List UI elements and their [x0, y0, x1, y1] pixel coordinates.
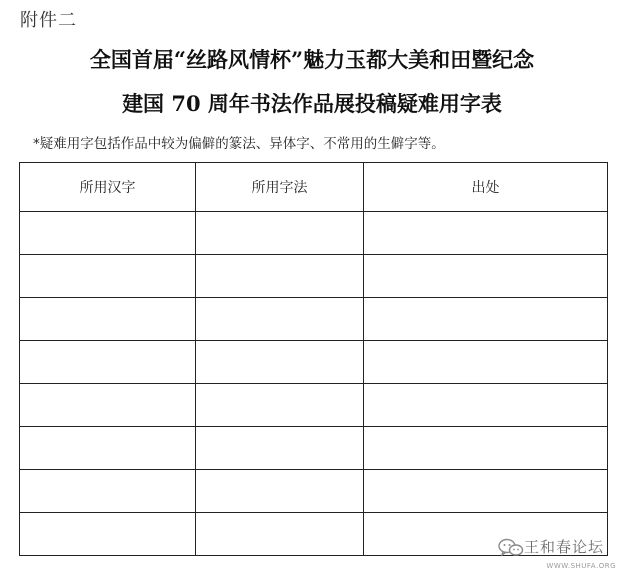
table-cell[interactable] [364, 212, 608, 255]
table-cell[interactable] [196, 212, 364, 255]
table-row [20, 384, 608, 427]
table-cell[interactable] [364, 470, 608, 513]
table-cell[interactable] [20, 513, 196, 556]
table-cell[interactable] [364, 341, 608, 384]
table-row [20, 470, 608, 513]
watermark-url: WWW.SHUFA.ORG [546, 562, 616, 570]
wechat-icon [498, 538, 524, 558]
table-cell[interactable] [364, 384, 608, 427]
table-cell[interactable] [196, 298, 364, 341]
table-cell[interactable] [196, 513, 364, 556]
attachment-label: 附件二 [20, 10, 77, 31]
table-cell[interactable] [196, 255, 364, 298]
table-cell[interactable] [20, 427, 196, 470]
header-character-used: 所用汉字 [20, 163, 196, 212]
table-row [20, 341, 608, 384]
watermark-brand: 王和春论坛 [524, 538, 605, 556]
footnote-text: *疑难用字包括作品中较为偏僻的篆法、异体字、不常用的生僻字等。 [33, 136, 445, 152]
table-cell[interactable] [196, 470, 364, 513]
table-cell[interactable] [196, 341, 364, 384]
watermark [498, 536, 618, 570]
table-cell[interactable] [20, 384, 196, 427]
table-cell[interactable] [364, 427, 608, 470]
table-cell[interactable] [196, 427, 364, 470]
table-row [20, 427, 608, 470]
table-row [20, 255, 608, 298]
document-title-line-2: 建国 70 周年书法作品展投稿疑难用字表 [122, 91, 502, 116]
table-cell[interactable] [20, 298, 196, 341]
table-row [20, 298, 608, 341]
table-row [20, 212, 608, 255]
table-cell[interactable] [20, 341, 196, 384]
table-cell[interactable] [20, 212, 196, 255]
difficult-characters-table [19, 162, 608, 556]
table-cell[interactable] [364, 255, 608, 298]
table-cell[interactable] [364, 298, 608, 341]
table-cell[interactable] [20, 470, 196, 513]
header-writing-form: 所用字法 [196, 163, 364, 212]
header-source: 出处 [364, 163, 608, 212]
table-cell[interactable] [196, 384, 364, 427]
table-cell[interactable] [20, 255, 196, 298]
table-header-row [20, 163, 608, 212]
document-title-line-1: 全国首届“丝路风情杯”魅力玉都大美和田暨纪念 [89, 47, 535, 72]
